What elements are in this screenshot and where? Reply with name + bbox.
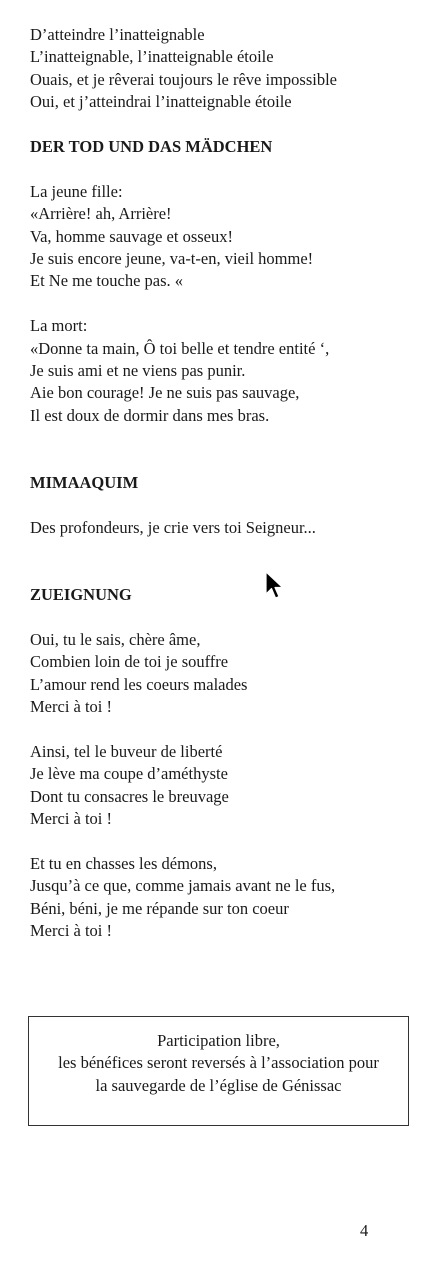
tod-stanza-2 [30, 315, 420, 427]
mimaaquim-stanza [30, 517, 420, 539]
spacer [30, 293, 420, 315]
spacer [30, 114, 420, 136]
verse-line: Va, homme sauvage et osseux! [30, 226, 233, 246]
verse-line: Des profondeurs, je crie vers toi Seigneur... [30, 517, 316, 537]
verse-line: Merci à toi ! [30, 921, 113, 941]
section-title-zueignung: ZUEIGNUNG [30, 585, 132, 605]
verse-line: Merci à toi ! [30, 697, 113, 717]
verse-line: Et tu en chasses les démons, [30, 853, 217, 873]
intro-stanza [30, 24, 420, 114]
notice-line: Participation libre, [157, 1031, 280, 1050]
zueignung-stanza-1 [30, 629, 420, 719]
section-title-mimaaquim: MIMAAQUIM [30, 473, 139, 493]
verse-line: Combien loin de toi je souffre [30, 652, 229, 672]
verse-line: Jusqu’à ce que, comme jamais avant ne le fus, [30, 876, 336, 896]
page-number: 4 [360, 1221, 369, 1240]
spacer [30, 427, 420, 472]
verse-line: Je suis encore jeune, va-t-en, vieil homme! [30, 249, 314, 269]
spacer [30, 539, 420, 584]
verse-line: «Donne ta main, Ô toi belle et tendre entité ‘, [30, 338, 330, 358]
page-content [30, 24, 420, 943]
verse-line: «Arrière! ah, Arrière! [30, 204, 172, 224]
verse-line: Il est doux de dormir dans mes bras. [30, 405, 270, 425]
verse-line: L’inatteignable, l’inatteignable étoile [30, 47, 274, 67]
section-title-tod: DER TOD UND DAS MÄDCHEN [30, 137, 273, 157]
verse-line: La jeune fille: [30, 181, 123, 201]
tod-stanza-1 [30, 181, 420, 293]
verse-line: D’atteindre l’inatteignable [30, 25, 205, 44]
spacer [30, 606, 420, 628]
zueignung-stanza-3 [30, 853, 420, 943]
verse-line: Merci à toi ! [30, 809, 113, 829]
spacer [30, 494, 420, 516]
verse-line: Ainsi, tel le buveur de liberté [30, 741, 223, 761]
notice-line: les bénéfices seront reversés à l’association pour [58, 1053, 379, 1073]
verse-line: Et Ne me touche pas. « [30, 271, 184, 291]
verse-line: Ouais, et je rêverai toujours le rêve impossible [30, 69, 337, 89]
notice-line: la sauvegarde de l’église de Génissac [95, 1075, 342, 1095]
spacer [30, 831, 420, 853]
verse-line: Oui, et j’atteindrai l’inatteignable étoile [30, 92, 292, 112]
donation-notice-box [28, 1016, 409, 1126]
spacer [30, 718, 420, 740]
mouse-pointer-icon [265, 571, 285, 601]
verse-line: Oui, tu le sais, chère âme, [30, 629, 201, 649]
verse-line: Béni, béni, je me répande sur ton coeur [30, 898, 289, 918]
spacer [30, 158, 420, 180]
zueignung-stanza-2 [30, 741, 420, 831]
verse-line: La mort: [30, 316, 88, 336]
verse-line: Dont tu consacres le breuvage [30, 786, 229, 806]
verse-line: Je suis ami et ne viens pas punir. [30, 361, 246, 381]
verse-line: Je lève ma coupe d’améthyste [30, 764, 228, 784]
verse-line: Aie bon courage! Je ne suis pas sauvage, [30, 383, 300, 403]
verse-line: L’amour rend les coeurs malades [30, 674, 248, 694]
